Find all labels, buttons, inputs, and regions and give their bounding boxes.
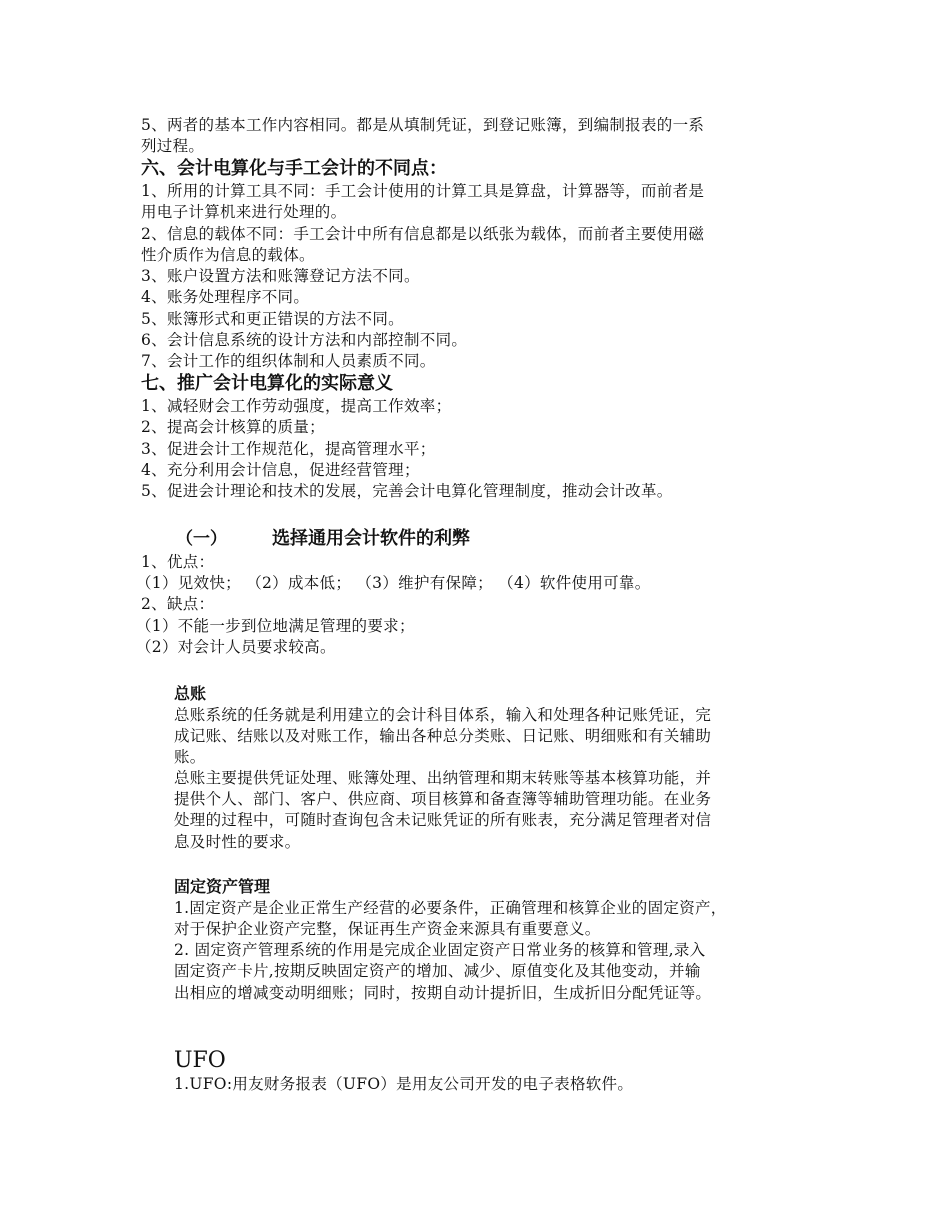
section-6-heading: 六、会计电算化与手工会计的不同点：: [141, 158, 447, 179]
ledger-line-7: 息及时性的要求。: [174, 833, 301, 851]
section-7-line-1: 1、减轻财会工作劳动强度，提高工作效率；: [141, 397, 452, 415]
section-7-line-4: 4、充分利用会计信息，促进经营管理；: [141, 461, 420, 479]
ledger-line-3: 账。: [174, 748, 206, 766]
section-6-line-5: 3、账户设置方法和账簿登记方法不同。: [141, 267, 420, 285]
ufo-line-1: 1.UFO:用友财务报表（UFO）是用友公司开发的电子表格软件。: [174, 1075, 634, 1093]
section-7-line-5: 5、促进会计理论和技术的发展，完善会计电算化管理制度，推动会计改革。: [141, 482, 673, 500]
ledger-line-6: 处理的过程中，可随时查询包含未记账凭证的所有账表，充分满足管理者对信: [174, 811, 712, 829]
software-section-title: 选择通用会计软件的利弊: [272, 528, 470, 549]
section-6-line-1: 1、所用的计算工具不同：手工会计使用的计算工具是算盘，计算器等，而前者是: [141, 182, 705, 200]
pros-label: 1、优点：: [141, 553, 215, 571]
ledger-line-5: 提供个人、部门、客户、供应商、项目核算和备查簿等辅助管理功能。在业务: [174, 790, 712, 808]
cons-item-1: （1）不能一步到位地满足管理的要求；: [136, 617, 415, 635]
section-6-line-7: 5、账簿形式和更正错误的方法不同。: [141, 310, 404, 328]
cons-item-2: （2）对会计人员要求较高。: [136, 638, 336, 656]
software-section-marker: （一）: [176, 529, 227, 549]
section-7-line-2: 2、提高会计核算的质量；: [141, 418, 325, 436]
fixed-assets-line-4: 固定资产卡片,按期反映固定资产的增加、减少、原值变化及其他变动，并输: [174, 962, 701, 980]
ufo-heading: UFO: [174, 1048, 226, 1073]
fixed-assets-line-5: 出相应的增减变动明细账；同时，按期自动计提折旧，生成折旧分配凭证等。: [174, 984, 712, 1002]
ledger-line-2: 成记账、结账以及对账工作，输出各种总分类账、日记账、明细账和有关辅助: [174, 727, 712, 745]
fixed-assets-line-3: 2. 固定资产管理系统的作用是完成企业固定资产日常业务的核算和管理,录入: [174, 941, 706, 959]
section-7-heading: 七、推广会计电算化的实际意义: [141, 373, 393, 394]
ledger-heading: 总账: [174, 684, 207, 703]
fixed-assets-heading: 固定资产管理: [174, 877, 271, 896]
ledger-line-4: 总账主要提供凭证处理、账簿处理、出纳管理和期末转账等基本核算功能，并: [174, 769, 712, 787]
section-6-line-8: 6、会计信息系统的设计方法和内部控制不同。: [141, 331, 468, 349]
section-6-line-9: 7、会计工作的组织体制和人员素质不同。: [141, 352, 436, 370]
ledger-line-1: 总账系统的任务就是利用建立的会计科目体系，输入和处理各种记账凭证，完: [174, 706, 712, 724]
section-6-line-4: 性介质作为信息的载体。: [141, 246, 315, 264]
fixed-assets-line-2: 对于保护企业资产完整，保证再生产资金来源具有重要意义。: [174, 920, 601, 938]
pros-list: （1）见效快； （2）成本低； （3）维护有保障； （4）软件使用可靠。: [136, 574, 651, 592]
section-7-line-3: 3、促进会计工作规范化，提高管理水平；: [141, 440, 436, 458]
intro-line-2: 列过程。: [141, 137, 205, 155]
section-6-line-6: 4、账务处理程序不同。: [141, 288, 310, 306]
cons-label: 2、缺点：: [141, 595, 215, 613]
section-6-line-3: 2、信息的载体不同：手工会计中所有信息都是以纸张为载体，而前者主要使用磁: [141, 225, 705, 243]
fixed-assets-line-1: 1.固定资产是企业正常生产经营的必要条件，正确管理和核算企业的固定资产，: [174, 899, 727, 917]
section-6-line-2: 用电子计算机来进行处理的。: [141, 203, 347, 221]
intro-line-1: 5、两者的基本工作内容相同。都是从填制凭证，到登记账簿，到编制报表的一系: [141, 116, 705, 134]
